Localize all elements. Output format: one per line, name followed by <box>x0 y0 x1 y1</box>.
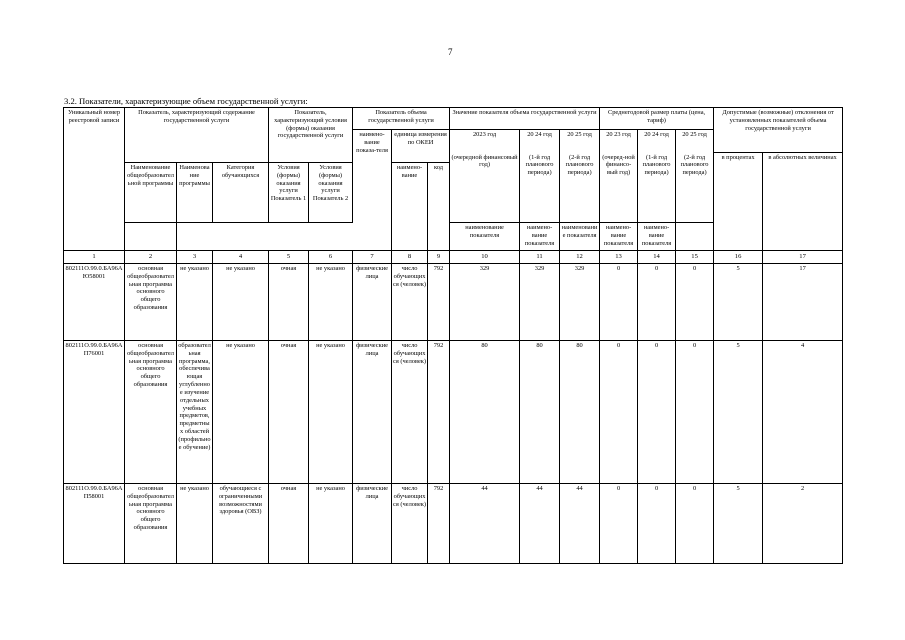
column-number: 8 <box>392 251 428 264</box>
header-volume-name: наимено-вание показа-теля <box>353 130 392 223</box>
header-volume-name-cont <box>125 223 177 251</box>
cell-code: 792 <box>428 341 450 484</box>
cell-f2023: 0 <box>600 484 638 564</box>
cell-indicator: физические лица <box>353 484 392 564</box>
volume-indicators-table <box>63 107 843 564</box>
header-unique-number-cont <box>64 163 125 251</box>
table-row <box>64 484 843 564</box>
column-number: 12 <box>560 251 600 264</box>
header-plan2: (2-й год планового периода) <box>560 153 600 223</box>
table-row <box>64 341 843 484</box>
column-number: 7 <box>353 251 392 264</box>
cell-category: обучающиеся с ограниченными возможностями здоровья (ОВЗ) <box>213 484 269 564</box>
cell-category: не указано <box>213 341 269 484</box>
header-students-category: Категория обучающихся <box>213 163 269 223</box>
page-number: 7 <box>448 47 453 57</box>
header-fee-fin: (очеред-ной финансо-вый год) <box>600 153 638 223</box>
header-fee-plan1: (1-й год планового периода) <box>638 153 676 223</box>
cell-pct: 5 <box>714 484 763 564</box>
cell-id: 802111О.99.0.БА96АЮ58001 <box>64 264 125 341</box>
cell-v2023: 44 <box>450 484 520 564</box>
header-fee-plan2: (2-й год планового периода) <box>676 153 714 223</box>
header-content-indicator: Показатель, характеризующий содержание государственной услуги <box>125 108 269 163</box>
cell-cond2: не указано <box>309 341 353 484</box>
cell-v2025: 44 <box>560 484 600 564</box>
cell-form: очная <box>269 341 309 484</box>
header-unique-number: Уникальный номер реестровой записи <box>64 108 125 163</box>
cell-f2025: 0 <box>676 484 714 564</box>
cell-form: очная <box>269 484 309 564</box>
column-number: 6 <box>309 251 353 264</box>
cell-f2024: 0 <box>638 484 676 564</box>
header-volume-indicator: Показатель объема государственной услуги <box>353 108 450 130</box>
header-conditions-1: Условия (формы) оказания услуги Показатель 1 <box>269 163 309 223</box>
cell-program: не указано <box>177 484 213 564</box>
cell-abs: 4 <box>763 341 843 484</box>
column-number: 4 <box>213 251 269 264</box>
header-year-2025: 20 25 год <box>560 130 600 153</box>
header-edu-program: Наименование общеобразовательной программы <box>125 163 177 223</box>
cell-category: не указано <box>213 264 269 341</box>
cell-f2025: 0 <box>676 341 714 484</box>
cell-code: 792 <box>428 484 450 564</box>
cell-abs: 17 <box>763 264 843 341</box>
cell-edu-program: основная общеобразовательная программа основного общего образования <box>125 484 177 564</box>
header-program-name: Наименование программы <box>177 163 213 223</box>
column-number: 11 <box>520 251 560 264</box>
header-conditions-2: Условия (формы) оказания услуги Показатель 2 <box>309 163 353 223</box>
cell-unit: число обучающихся (человек) <box>392 341 428 484</box>
header-indicator-name-5: наимено-вание показателя <box>600 223 638 251</box>
cell-v2025: 329 <box>560 264 600 341</box>
table-row <box>64 264 843 341</box>
header-indicator-name-3: наимено-вание показателя <box>520 223 560 251</box>
cell-unit: число обучающихся (человек) <box>392 264 428 341</box>
cell-pct: 5 <box>714 264 763 341</box>
header-fee-2024: 20 24 год <box>638 130 676 153</box>
cell-f2023: 0 <box>600 264 638 341</box>
header-in-absolute: в абсолютных величинах <box>763 153 843 251</box>
cell-program: не указано <box>177 264 213 341</box>
header-deviations: Допустимые (возможные) отклонения от установленных показателей объема государственной услуги <box>714 108 843 153</box>
cell-edu-program: основная общеобразовательная программа основного общего образования <box>125 341 177 484</box>
cell-v2023: 329 <box>450 264 520 341</box>
cell-edu-program: основная общеобразовательная программа основного общего образования <box>125 264 177 341</box>
column-number: 9 <box>428 251 450 264</box>
section-title: 3.2. Показатели, характеризующие объем государственной услуги: <box>64 96 308 106</box>
cell-indicator: физические лица <box>353 264 392 341</box>
header-indicator-name-2: наименование показателя <box>450 223 520 251</box>
cell-cond2: не указано <box>309 264 353 341</box>
header-in-percent: в процентах <box>714 153 763 251</box>
cell-pct: 5 <box>714 341 763 484</box>
cell-abs: 2 <box>763 484 843 564</box>
cell-indicator: физические лица <box>353 341 392 484</box>
header-unit-name: наимено-вание <box>392 163 428 251</box>
cell-f2024: 0 <box>638 341 676 484</box>
cell-f2025: 0 <box>676 264 714 341</box>
cell-id: 802111О.99.0.БА96АП58001 <box>64 484 125 564</box>
cell-v2024: 329 <box>520 264 560 341</box>
column-number: 16 <box>714 251 763 264</box>
header-year-2023: 2023 год <box>450 130 520 153</box>
column-number: 5 <box>269 251 309 264</box>
header-fee-2023: 20 23 год <box>600 130 638 153</box>
header-indicator-name-7 <box>676 223 714 251</box>
cell-f2023: 0 <box>600 341 638 484</box>
cell-v2025: 80 <box>560 341 600 484</box>
cell-f2024: 0 <box>638 264 676 341</box>
column-number: 10 <box>450 251 520 264</box>
header-year-2024: 20 24 год <box>520 130 560 153</box>
cell-v2023: 80 <box>450 341 520 484</box>
header-fin-year: (очередной финансовый год) <box>450 153 520 223</box>
header-unit-code: код <box>428 163 450 251</box>
header-avg-fee: Среднегодовой размер платы (цена, тариф) <box>600 108 714 130</box>
cell-unit: число обучающихся (человек) <box>392 484 428 564</box>
header-volume-unit: единица измерения по ОКЕИ <box>392 130 450 163</box>
header-indicator-name-4: наименование показателя <box>560 223 600 251</box>
header-blank-cont <box>177 223 428 251</box>
column-number: 15 <box>676 251 714 264</box>
header-plan1: (1-й год планового периода) <box>520 153 560 223</box>
cell-v2024: 80 <box>520 341 560 484</box>
cell-code: 792 <box>428 264 450 341</box>
column-number: 3 <box>177 251 213 264</box>
cell-program: образовательная программа, обеспечивающая углубленное изучение отдельных учебных предметов, предметных областей (профильное обучение) <box>177 341 213 484</box>
column-number: 13 <box>600 251 638 264</box>
column-number: 1 <box>64 251 125 264</box>
column-number: 2 <box>125 251 177 264</box>
cell-form: очная <box>269 264 309 341</box>
cell-id: 802111О.99.0.БА96АП76001 <box>64 341 125 484</box>
cell-v2024: 44 <box>520 484 560 564</box>
cell-cond2: не указано <box>309 484 353 564</box>
header-conditions-indicator: Показатель, характеризующий условия (формы) оказания государственной услуги <box>269 108 353 163</box>
column-numbers-row <box>64 251 843 264</box>
header-indicator-name-6: наимено-вание показателя <box>638 223 676 251</box>
column-number: 14 <box>638 251 676 264</box>
header-fee-2025: 20 25 год <box>676 130 714 153</box>
column-number: 17 <box>763 251 843 264</box>
header-value: Значение показателя объема государственной услуги <box>450 108 600 130</box>
